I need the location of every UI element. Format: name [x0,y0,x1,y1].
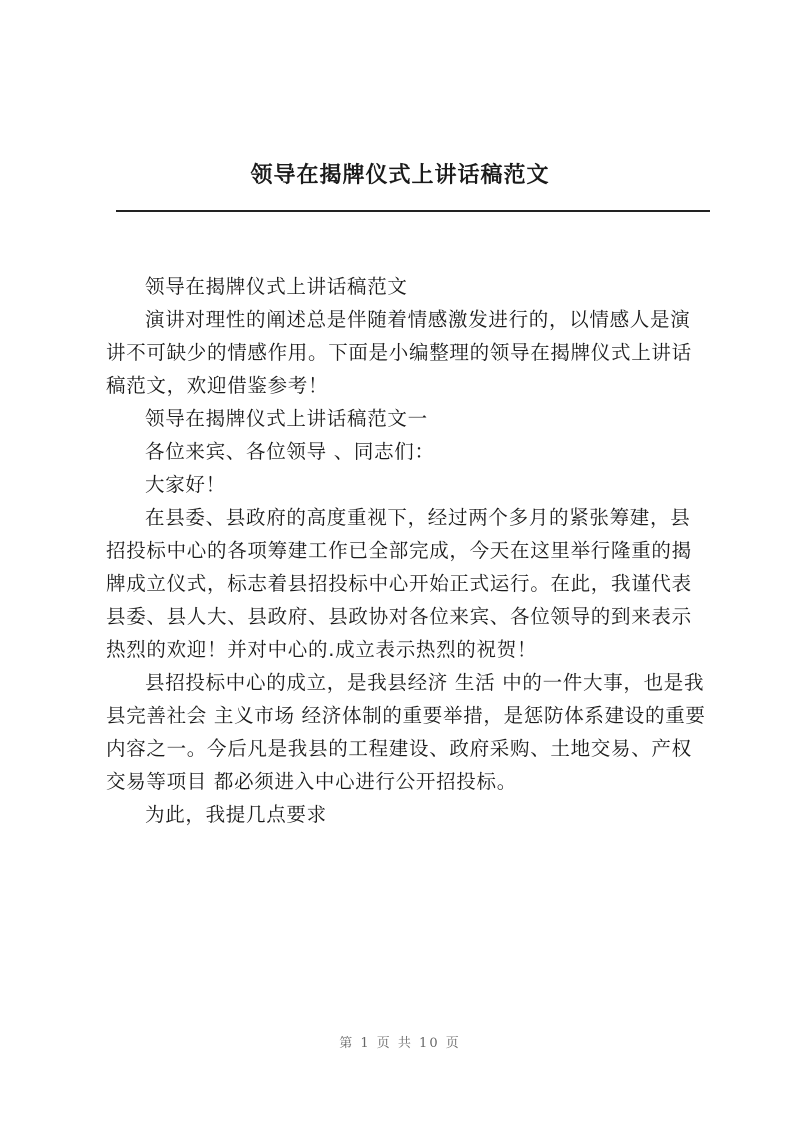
document-body [106,270,706,831]
page-number-footer: 第 1 页 共 10 页 [339,1036,461,1051]
paragraph-salutation: 各位来宾、各位领导 、同志们： [145,440,435,463]
paragraph-body-1: 在县委、县政府的高度重视下，经过两个多月的紧张筹建，县招投标中心的各项筹建工作已全部完成，今天在这里举行隆重的揭牌成立仪式，标志着县招投标中心开始正式运行。在此，我谨代表县委、县人大、县政府、县政协对各位来宾、各位领导的到来表示热烈的欢迎！并对中心的.成立表示热烈的祝贺！ [106,506,692,661]
paragraph-section-heading: 领导在揭牌仪式上讲话稿范文一 [145,407,428,430]
paragraph-body-3: 为此，我提几点要求 [145,803,327,826]
title-underline-divider [116,210,710,212]
paragraph-greeting: 大家好！ [145,473,226,496]
paragraph-subtitle: 领导在揭牌仪式上讲话稿范文 [145,275,408,298]
paragraph-intro: 演讲对理性的阐述总是伴随着情感激发进行的，以情感人是演讲不可缺少的情感作用。下面是小编整理的领导在揭牌仪式上讲话稿范文，欢迎借鉴参考！ [106,308,692,397]
paragraph-body-2: 县招投标中心的成立，是我县经济 生活 中的一件大事，也是我县完善社会 主义市场 经济体制的重要举措，是惩防体系建设的重要内容之一。今后凡是我县的工程建设、政府采购、土地交易、产权交易等项目 都必须进入中心进行公开招投标。 [106,671,706,793]
document-title: 领导在揭牌仪式上讲话稿范文 [250,162,550,188]
